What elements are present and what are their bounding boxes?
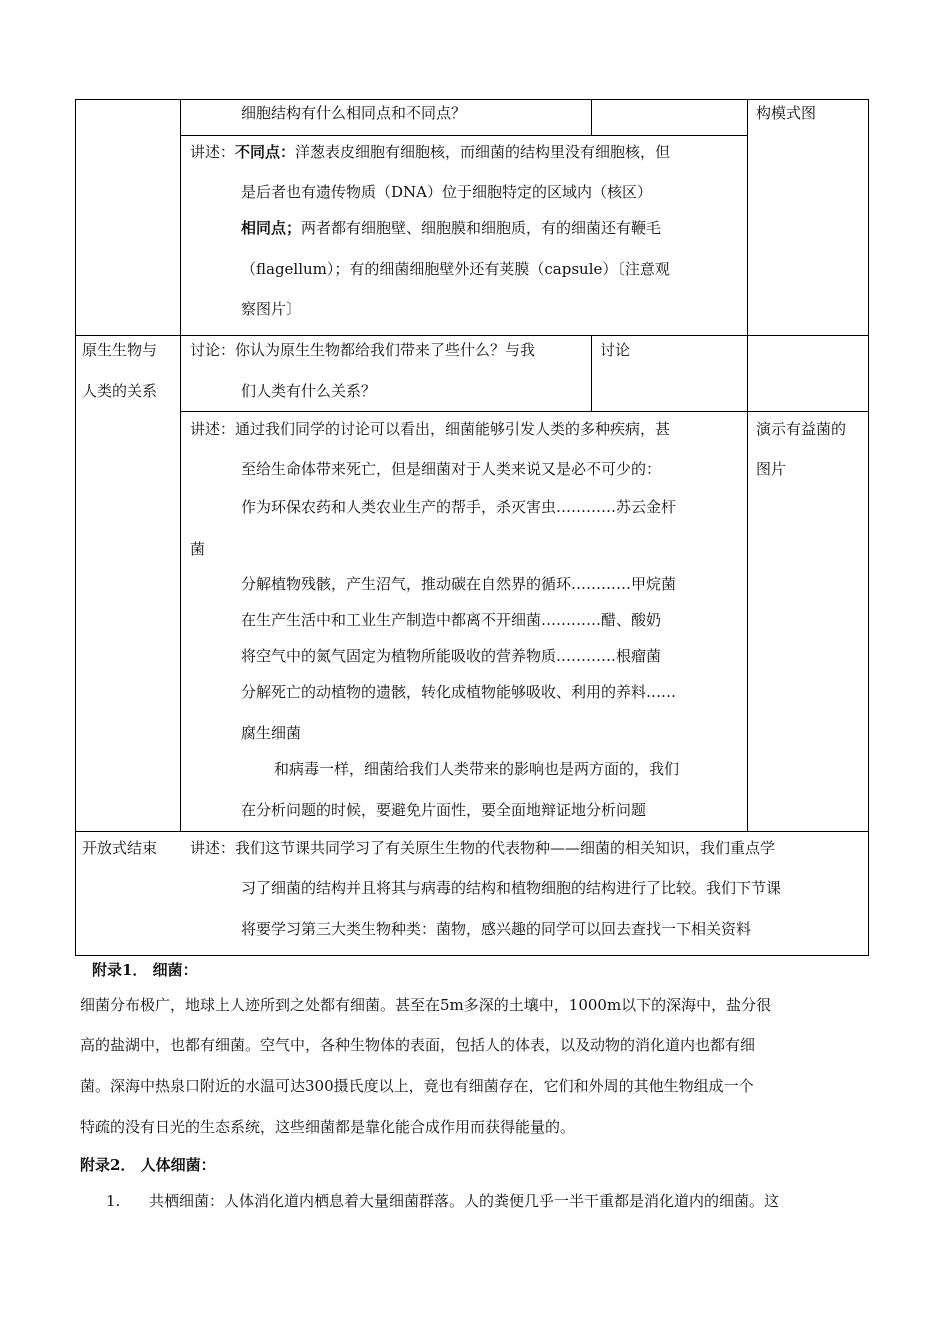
row4-line-2: 习了细菌的结构并且将其与病毒的结构和植物细胞的结构进行了比较。我们下节课 <box>241 879 782 897</box>
row2-inner-divider <box>180 411 869 412</box>
col1-divider <box>180 99 181 832</box>
table-bottom-border <box>75 955 869 956</box>
row2-label-line1: 原生生物与 <box>82 341 158 359</box>
same-text: 两者都有细胞壁、细胞膜和细胞质，有的细菌还有鞭毛 <box>301 219 662 237</box>
appendix1-heading: 附录1． 细菌： <box>92 961 198 979</box>
col2-divider-row1 <box>591 99 592 136</box>
table-left-border <box>75 99 76 956</box>
col3-divider <box>747 99 748 832</box>
row3-line-6: 在生产生活中和工业生产制造中都离不开细菌…………醋、酸奶 <box>241 611 662 629</box>
row3-right-line1: 演示有益菌的 <box>756 420 847 438</box>
lecture-prefix: 讲述： <box>190 143 236 161</box>
row3-line-7: 将空气中的氮气固定为植物所能吸收的营养物质…………根瘤菌 <box>241 647 662 665</box>
row1-inner-divider <box>180 135 747 136</box>
row3-line-10: 和病毒一样，细菌给我们人类带来的影响也是两方面的，我们 <box>274 760 680 778</box>
row2-mid-note: 讨论 <box>600 341 631 359</box>
row1-diff-line2: 是后者也有遗传物质（DNA）位于细胞特定的区域内（核区） <box>241 183 652 201</box>
row3-line-9: 腐生细菌 <box>241 724 302 742</box>
row3-line-2: 至给生命体带来死亡，但是细菌对于人类来说又是必不可少的： <box>241 460 662 478</box>
diff-label: 不同点： <box>235 143 296 161</box>
row2-label-line2: 人类的关系 <box>82 382 158 400</box>
row3-line-5: 分解植物残骸，产生沼气，推动碳在自然界的循环…………甲烷菌 <box>241 575 677 593</box>
row3-bottom-border <box>75 831 869 832</box>
row3-line-4: 菌 <box>190 540 206 558</box>
row1-same-line2: （flagellum）；有的细菌细胞壁外还有荚膜（capsule）〔注意观 <box>241 260 670 278</box>
row4-label: 开放式结束 <box>82 839 158 857</box>
col2-divider-row2 <box>591 335 592 412</box>
row3-line-11: 在分析问题的时候，要避免片面性，要全面地辩证地分析问题 <box>241 801 647 819</box>
row3-line-1: 讲述：通过我们同学的讨论可以看出，细菌能够引发人类的多种疾病，甚 <box>190 420 671 438</box>
appendix1-line-4: 特疏的没有日光的生态系统，这些细菌都是靠化能合成作用而获得能量的。 <box>80 1118 576 1136</box>
appendix2-heading: 附录2． 人体细菌： <box>80 1156 216 1174</box>
row1-same-line3: 察图片〕 <box>241 300 302 318</box>
appendix2-item-number: 1. <box>106 1192 121 1210</box>
row1-right-note: 构模式图 <box>756 104 817 122</box>
row3-right-line2: 图片 <box>756 460 787 478</box>
same-label: 相同点； <box>241 219 302 237</box>
row3-line-3: 作为环保农药和人类农业生产的帮手，杀灭害虫…………苏云金杆 <box>241 498 677 516</box>
row1-bottom-border <box>75 335 869 336</box>
appendix2-item-text: 共栖细菌：人体消化道内栖息着大量细菌群落。人的粪便几乎一半干重都是消化道内的细菌。这 <box>149 1192 780 1210</box>
row2-discuss-line1: 讨论：你认为原生生物都给我们带来了些什么？与我 <box>190 341 536 359</box>
row4-line-1: 讲述：我们这节课共同学习了有关原生生物的代表物种——细菌的相关知识，我们重点学 <box>190 839 776 857</box>
table-right-border <box>868 99 869 956</box>
table-top-border <box>75 99 869 100</box>
row1-question: 细胞结构有什么相同点和不同点？ <box>241 104 467 122</box>
row1-diff-line1 <box>190 142 670 162</box>
row2-discuss-line2: 们人类有什么关系？ <box>241 382 377 400</box>
diff-text: 洋葱表皮细胞有细胞核，而细菌的结构里没有细胞核，但 <box>295 143 671 161</box>
row1-same-line1 <box>241 218 661 238</box>
row3-line-8: 分解死亡的动植物的遗骸，转化成植物能够吸收、利用的养料…… <box>241 683 677 701</box>
appendix1-line-1: 细菌分布极广，地球上人迹所到之处都有细菌。甚至在5m多深的土壤中，1000m以下的深海中，盐分很 <box>80 996 772 1014</box>
row4-line-3: 将要学习第三大类生物种类：菌物，感兴趣的同学可以回去查找一下相关资料 <box>241 920 752 938</box>
appendix1-line-3: 菌。深海中热泉口附近的水温可达300摄氏度以上，竟也有细菌存在，它们和外周的其他生物组成一个 <box>80 1077 754 1095</box>
appendix1-line-2: 高的盐湖中，也都有细菌。空气中，各种生物体的表面，包括人的体表，以及动物的消化道内也都有细 <box>80 1036 756 1054</box>
